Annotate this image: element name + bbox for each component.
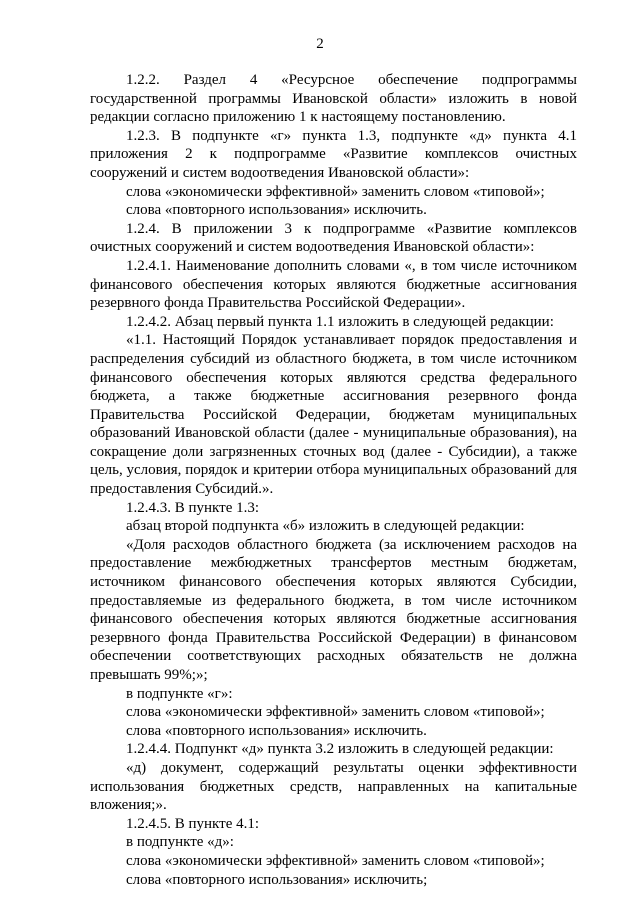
paragraph-1-2-4-5: 1.2.4.5. В пункте 4.1: bbox=[126, 815, 260, 832]
paragraph-podpunkt-d: в подпункте «д»: bbox=[126, 834, 234, 851]
paragraph-exclude-word-2: слова «повторного использования» исключить. bbox=[126, 722, 427, 739]
paragraph-1-2-4-4: 1.2.4.4. Подпункт «д» пункта 3.2 изложить в следующей редакции: bbox=[126, 741, 554, 758]
paragraph-exclude-word: слова «повторного использования» исключить. bbox=[126, 202, 427, 219]
paragraph-1-2-4: 1.2.4. В приложении 3 к подпрограмме «Развитие комплексов очистных сооружений и систем водоотведения Ивановской области»: bbox=[90, 220, 577, 256]
paragraph-1-2-2: 1.2.2. Раздел 4 «Ресурсное обеспечение подпрограммы государственной программы Ивановской области» изложить в новой редакции согласно приложению 1 к настоящему постановлению. bbox=[90, 72, 577, 126]
paragraph-1-2-4-1: 1.2.4.1. Наименование дополнить словами «, в том числе источником финансового обеспечения которых являются бюджетные ассигнования резервного фонда Правительства Российской Федерации». bbox=[90, 257, 577, 312]
paragraph-quote-d: «д) документ, содержащий результаты оценки эффективности использования бюджетных средств, направленных на капитальные вложения;». bbox=[90, 759, 577, 814]
paragraph-replace-word-2: слова «экономически эффективной» заменить словом «типовой»; bbox=[126, 704, 545, 721]
page-number: 2 bbox=[316, 36, 324, 52]
paragraph-replace-word: слова «экономически эффективной» заменить словом «типовой»; bbox=[126, 183, 545, 200]
paragraph-1-2-3: 1.2.3. В подпункте «г» пункта 1.3, подпункте «д» пункта 4.1 приложения 2 к подпрограмме «Развитие комплексов очистных сооружений и систем водоотведения Ивановской области»: bbox=[90, 127, 577, 181]
paragraph-podpunkt-g: в подпункте «г»: bbox=[126, 685, 233, 702]
paragraph-exclude-word-3: слова «повторного использования» исключить; bbox=[126, 871, 428, 888]
document-body bbox=[90, 71, 577, 889]
paragraph-quote-dolya: «Доля расходов областного бюджета (за исключением расходов на предоставление межбюджетных трансфертов местным бюджетам, источником финансового обеспечения которых являются Субсидии, предоставляемые из федерального бюджета, в том числе источником финансового обеспечения которых являются бюджетные ассигнования резервного фонда Правительства Российской Федерации) в финансовом обеспечении соответствующих расходных обязательств не должна превышать 99%;»; bbox=[90, 536, 577, 683]
paragraph-1-2-4-2: 1.2.4.2. Абзац первый пункта 1.1 изложить в следующей редакции: bbox=[126, 313, 554, 330]
paragraph-abzac-b: абзац второй подпункта «б» изложить в следующей редакции: bbox=[126, 518, 525, 535]
paragraph-1-2-4-3: 1.2.4.3. В пункте 1.3: bbox=[126, 499, 260, 516]
paragraph-quote-1-1: «1.1. Настоящий Порядок устанавливает порядок предоставления и распределения субсидий из областного бюджета, в том числе источником финансового обеспечения которых являются средства федерального бюджета, а также бюджетные ассигнования резервного фонда Правительства Российской Федерации, бюджетам муниципальных образований Ивановской области (далее - муниципальные образования), на сокращение доли загрязненных сточных вод (далее - Субсидии), а также цель, условия, порядок и критерии отбора муниципальных образований для предоставления Субсидий.». bbox=[90, 332, 577, 498]
paragraph-replace-word-3: слова «экономически эффективной» заменить словом «типовой»; bbox=[126, 852, 545, 869]
